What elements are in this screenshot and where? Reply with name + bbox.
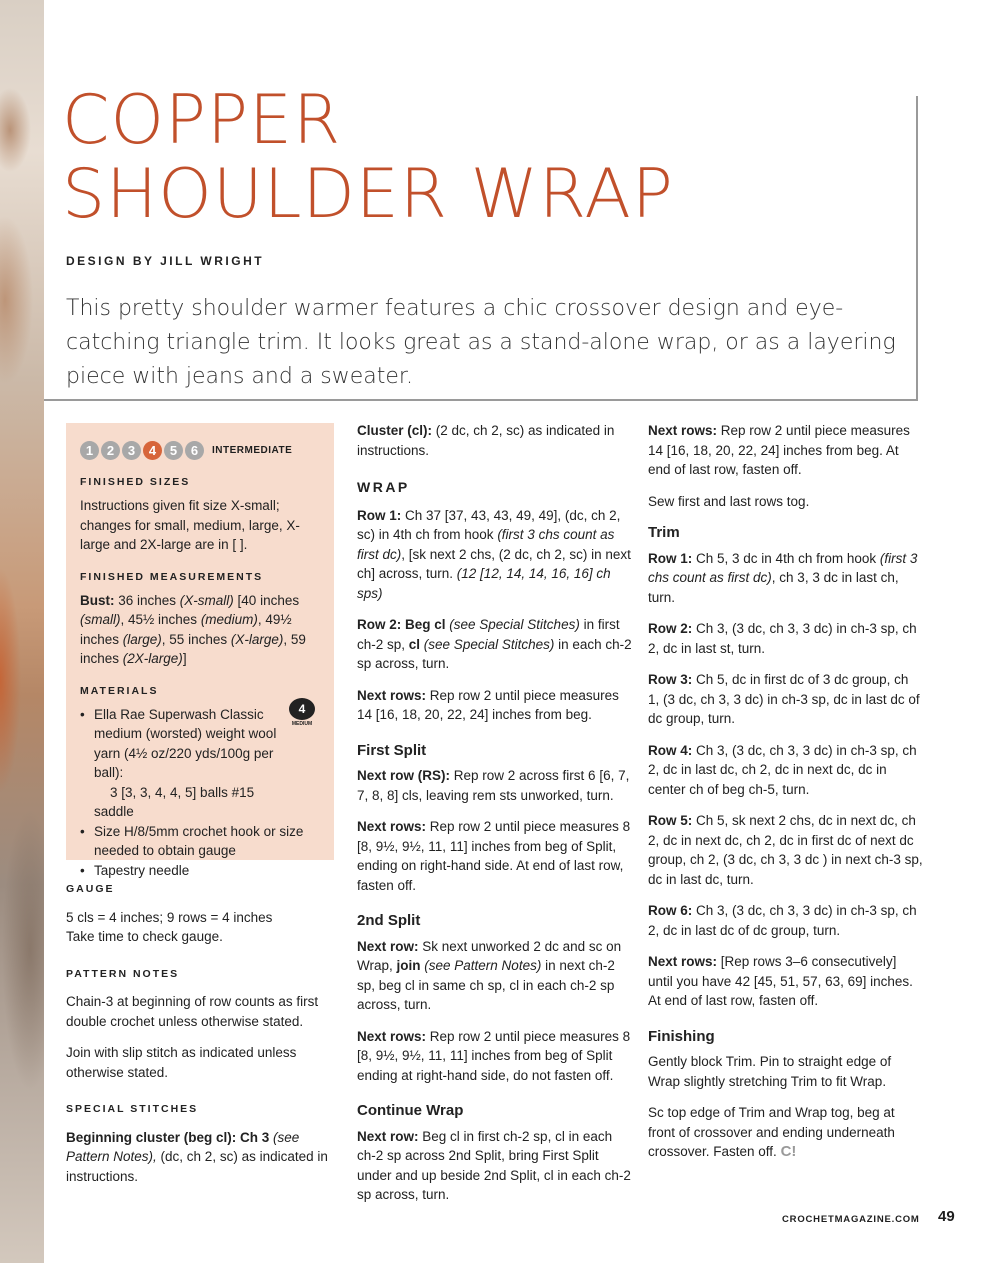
skill-level <box>80 441 324 460</box>
special-stitch-cluster: Cluster (cl): (2 dc, ch 2, sc) as indicated in instructions. <box>357 423 615 458</box>
trim-row-6: Row 6: Ch 3, (3 dc, ch 3, 3 dc) in ch-3 sp, ch 2, dc in last dc of dc group, turn. <box>648 903 917 938</box>
skill-circle: 6 <box>185 441 204 460</box>
continue-wrap-heading: Continue Wrap <box>357 1102 464 1119</box>
wrap-continue-next-rows: Next rows: Rep row 2 until piece measures 14 [16, 18, 20, 22, 24] inches from beg. At end of last row, fasten off. <box>648 423 910 477</box>
trim-row-4: Row 4: Ch 3, (3 dc, ch 3, 3 dc) in ch-3 sp, ch 2, dc in last dc, ch 2, dc in next dc, dc in center ch of beg ch-5, turn. <box>648 742 917 797</box>
page-title: COPPER SHOULDER WRAP <box>62 81 674 234</box>
finished-sizes-text: Instructions given fit size X-small; changes for small, medium, large, X-large and 2X-large are in [ ]. <box>80 498 300 552</box>
intro-paragraph: This pretty shoulder warmer features a chic crossover design and eye-catching triangle trim. It looks great as a stand-alone wrap, or as a layering piece with jeans and a sweater. <box>66 296 896 389</box>
finishing-heading: Finishing <box>648 1027 715 1045</box>
sew-instruction: Sew first and last rows tog. <box>648 493 810 509</box>
wrap-row-2: Row 2: Beg cl (see Special Stitches) in first ch-2 sp, cl (see Special Stitches) in each ch-2 sp across, turn. <box>357 617 632 671</box>
trim-heading: Trim <box>648 524 680 541</box>
trim-row-1: Row 1: Ch 5, 3 dc in 4th ch from hook (first 3 chs count as first dc), ch 3, 3 dc in last ch, turn. <box>648 550 918 605</box>
pattern-note: Chain-3 at beginning of row counts as first double crochet unless otherwise stated. <box>66 994 319 1029</box>
list-item: • Tapestry needle <box>80 861 324 881</box>
second-split-next-row: Next row: Sk next unworked 2 dc and sc on Wrap, join (see Pattern Notes) in next ch-2 sp, beg cl in same ch sp, cl in each ch-2 sp across, turn. <box>357 938 622 1012</box>
special-stitches-heading: SPECIAL STITCHES <box>66 1103 199 1115</box>
info-sidebar <box>66 423 334 878</box>
skill-circle: 5 <box>164 441 183 460</box>
page-number: 49 <box>938 1208 955 1225</box>
designer-byline: DESIGN BY JILL WRIGHT <box>66 254 265 268</box>
materials-heading: MATERIALS <box>80 684 159 697</box>
model-photo-strip <box>0 0 44 1263</box>
trim-next-rows: Next rows: [Rep rows 3–6 consecutively] until you have 42 [45, 51, 57, 63, 69] inches. At end of last row, fasten off. <box>648 954 913 1008</box>
finishing-text: Gently block Trim. Pin to straight edge of Wrap slightly stretching Trim to fit Wrap. <box>648 1054 892 1089</box>
skill-circle: 2 <box>101 441 120 460</box>
skill-circle-active: 4 <box>143 441 162 460</box>
wrap-row-1: Row 1: Ch 37 [37, 43, 43, 49, 49], (dc, ch 2, sc) in 4th ch from hook (first 3 chs count as first dc), [sk next 2 chs, (2 dc, ch 2, sc) in next ch] across, turn. (12 [12, 14, 14, 16, 16] ch sps) <box>357 507 631 601</box>
column-3 <box>648 421 923 1174</box>
special-stitch-beg-cl: Beginning cluster (beg cl): Ch 3 (see Pattern Notes), (dc, ch 2, sc) as indicated in instructions. <box>66 1129 328 1184</box>
finished-measurements-text: Bust: 36 inches (X-small) [40 inches (small), 45½ inches (medium), 49½ inches (large), 55 inches (X-large), 59 inches (2X-large)] <box>80 592 306 666</box>
gauge-heading: GAUGE <box>66 883 115 895</box>
column-1-notes <box>66 880 336 1198</box>
finished-sizes-heading: FINISHED SIZES <box>80 476 191 488</box>
first-split-next-row: Next row (RS): Rep row 2 across first 6 [6, 7, 7, 8, 8] cls, leaving rem sts unworked, turn. <box>357 768 630 803</box>
finishing-text: Sc top edge of Trim and Wrap tog, beg at front of crossover and ending underneath crossover. Fasten off. C! <box>648 1105 895 1160</box>
finished-measurements-heading: FINISHED MEASUREMENTS <box>80 570 264 583</box>
continue-wrap-next-row: Next row: Beg cl in first ch-2 sp, cl in each ch-2 sp across 2nd Split, bring First Split under and up beside 2nd Split, cl in each ch-2 sp across, turn. <box>357 1128 631 1202</box>
pattern-notes-heading: PATTERN NOTES <box>66 967 180 980</box>
trim-row-5: Row 5: Ch 5, sk next 2 chs, dc in next dc, ch 2, dc in next dc, ch 2, dc in first dc of next dc group, ch 2, (3 dc, ch 3, 3 dc ) in next ch-3 sp, dc in last dc, turn. <box>648 813 923 887</box>
footer-website: CROCHETMAGAZINE.COM <box>782 1214 920 1225</box>
yarn-weight-icon: 4 MEDIUM <box>286 698 318 732</box>
column-2 <box>357 421 632 1217</box>
first-split-next-rows: Next rows: Rep row 2 until piece measures 8 [8, 9½, 9½, 11, 11] inches from beg of Split, ending on right-hand side. At end of last row, fasten off. <box>357 819 631 893</box>
trim-row-3: Row 3: Ch 5, dc in first dc of 3 dc group, ch 1, (3 dc, ch 3, 3 dc) in ch-3 sp, dc in last dc of dc group, turn. <box>648 672 920 726</box>
wrap-next-rows: Next rows: Rep row 2 until piece measures 14 [16, 18, 20, 22, 24] inches from beg. <box>357 687 619 722</box>
list-item: • Size H/8/5mm crochet hook or size needed to obtain gauge <box>80 822 324 861</box>
list-item: • Ella Rae Superwash Classic medium (worsted) weight wool yarn (4½ oz/220 yds/100g per ball): 3 [3, 3, 4, 4, 5] balls #15 saddle <box>80 705 324 822</box>
pattern-note: Join with slip stitch as indicated unless otherwise stated. <box>66 1045 297 1080</box>
wrap-heading: WRAP <box>357 479 410 495</box>
second-split-next-rows: Next rows: Rep row 2 until piece measures 8 [8, 9½, 9½, 11, 11] inches from beg of Split ending at right-hand side, do not fasten off. <box>357 1028 631 1083</box>
first-split-heading: First Split <box>357 741 427 759</box>
skill-circle: 3 <box>122 441 141 460</box>
end-mark-logo: C! <box>780 1143 797 1160</box>
skill-circle: 1 <box>80 441 99 460</box>
trim-row-2: Row 2: Ch 3, (3 dc, ch 3, 3 dc) in ch-3 sp, ch 2, dc in last st, turn. <box>648 621 917 656</box>
second-split-heading: 2nd Split <box>357 912 421 929</box>
skill-label: INTERMEDIATE <box>212 445 293 456</box>
gauge-text: 5 cls = 4 inches; 9 rows = 4 inches Take time to check gauge. <box>66 909 273 944</box>
